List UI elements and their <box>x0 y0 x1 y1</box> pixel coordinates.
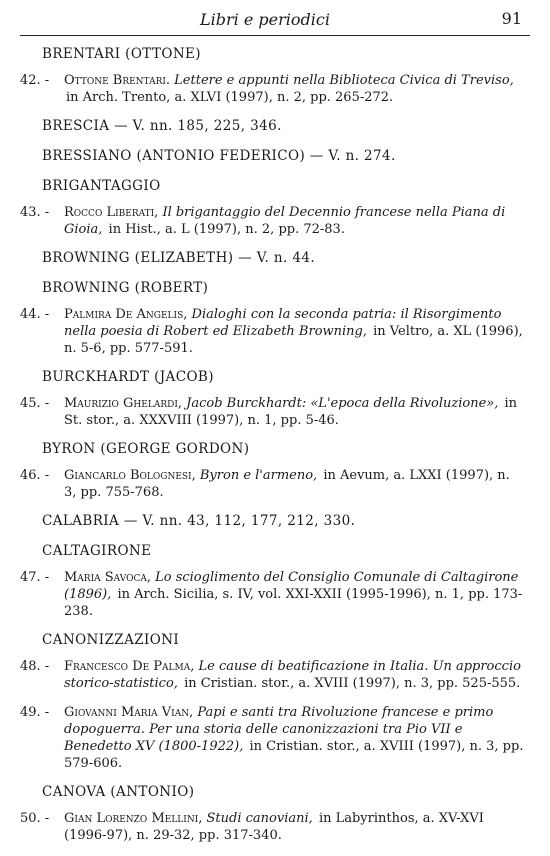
bibliography-entry <box>20 395 525 429</box>
entry-number: 50. - <box>20 811 50 826</box>
entry-number: 44. - <box>20 307 50 322</box>
entry-number: 43. - <box>20 205 50 220</box>
section-heading: BROWNING (ELIZABETH) — V. n. 44. <box>42 250 316 266</box>
section-heading: BRESSIANO (ANTONIO FEDERICO) — V. n. 274. <box>42 148 396 164</box>
entry-author: Giancarlo Bolognesi, <box>64 468 200 483</box>
bibliography-entry <box>20 810 525 844</box>
section-heading: BYRON (GEORGE GORDON) <box>42 441 250 457</box>
entry-citation: in St. stor., a. XXXVIII (1997), n. 1, pp. 5-46. <box>64 396 518 428</box>
bibliography-entry <box>20 467 525 501</box>
entry-title: Papi e santi tra Rivoluzione francese e primo dopoguerra. Per una storia delle canonizzazioni tra Pio VII e Benedetto XV (1800-1922), <box>64 705 494 754</box>
running-title: Libri e periodici <box>200 10 330 29</box>
bibliography-entry <box>20 704 525 772</box>
entry-citation: in Arch. Trento, a. XLVI (1997), n. 2, pp. 265-272. <box>66 90 394 105</box>
entry-number: 46. - <box>20 468 50 483</box>
section-heading: CANONIZZAZIONI <box>42 632 180 648</box>
entry-citation: in Arch. Sicilia, s. IV, vol. XXI-XXII (1995-1996), n. 1, pp. 173-238. <box>64 587 523 619</box>
entry-author: Giovanni Maria Vian, <box>64 705 198 720</box>
section-heading: BROWNING (ROBERT) <box>42 280 209 296</box>
entry-citation: in Hist., a. L (1997), n. 2, pp. 72-83. <box>108 222 345 237</box>
entry-author: Gian Lorenzo Mellini, <box>64 811 207 826</box>
entry-title: Il brigantaggio del Decennio francese nella Piana di Gioia, <box>64 205 506 237</box>
entry-author: Maria Savoca, <box>64 570 156 585</box>
entry-author: Ottone Brentari. <box>64 73 175 88</box>
section-heading: CANOVA (ANTONIO) <box>42 784 195 800</box>
section-heading: CALABRIA — V. nn. 43, 112, 177, 212, 330. <box>42 513 356 529</box>
section-heading: CALTAGIRONE <box>42 543 152 559</box>
bibliography-entry <box>20 72 525 106</box>
page-number: 91 <box>501 9 522 28</box>
bibliography-list <box>20 46 525 856</box>
entry-number: 48. - <box>20 659 50 674</box>
entry-citation: in Veltro, a. XL (1996), n. 5-6, pp. 577-591. <box>64 324 523 356</box>
bibliography-entry <box>20 658 525 692</box>
entry-number: 47. - <box>20 570 50 585</box>
entry-citation: in Labyrinthos, a. XV-XVI (1996-97), n. 29-32, pp. 317-340. <box>64 811 484 843</box>
entry-number: 49. - <box>20 705 50 720</box>
entry-title: Le cause di beatificazione in Italia. Un approccio storico-statistico, <box>64 659 521 691</box>
page-header <box>20 8 530 36</box>
entry-number: 42. - <box>20 73 50 88</box>
entry-citation: in Aevum, a. LXXI (1997), n. 3, pp. 755-768. <box>64 468 510 500</box>
section-heading: BRENTARI (OTTONE) <box>42 46 201 62</box>
bibliography-entry <box>20 204 525 238</box>
entry-title: Jacob Burckhardt: «L'epoca della Rivoluzione», <box>186 396 503 411</box>
entry-citation: in Cristian. stor., a. XVIII (1997), n. 3, pp. 579-606. <box>64 739 524 771</box>
entry-number: 45. - <box>20 396 50 411</box>
bibliography-entry <box>20 569 525 620</box>
bibliography-entry <box>20 306 525 357</box>
entry-author: Maurizio Ghelardi, <box>64 396 187 411</box>
entry-title: Dialoghi con la seconda patria: il Risorgimento nella poesia di Robert ed Elizabeth Browning, <box>64 307 502 339</box>
entry-author: Francesco De Palma, <box>64 659 199 674</box>
entry-author: Rocco Liberati, <box>64 205 163 220</box>
section-heading: BRIGANTAGGIO <box>42 178 161 194</box>
entry-author: Palmira De Angelis, <box>64 307 192 322</box>
entry-citation: in Cristian. stor., a. XVIII (1997), n. 3, pp. 525-555. <box>184 676 521 691</box>
section-heading: BRESCIA — V. nn. 185, 225, 346. <box>42 118 282 134</box>
entry-title: Byron e l'armeno, <box>199 468 322 483</box>
section-heading: BURCKHARDT (JACOB) <box>42 369 214 385</box>
entry-title: Studi canoviani, <box>206 811 317 826</box>
header-rule <box>20 35 530 36</box>
entry-title: Lo scioglimento del Consiglio Comunale di Caltagirone (1896), <box>64 570 519 602</box>
entry-title: Lettere e appunti nella Biblioteca Civica di Treviso, <box>174 73 514 88</box>
